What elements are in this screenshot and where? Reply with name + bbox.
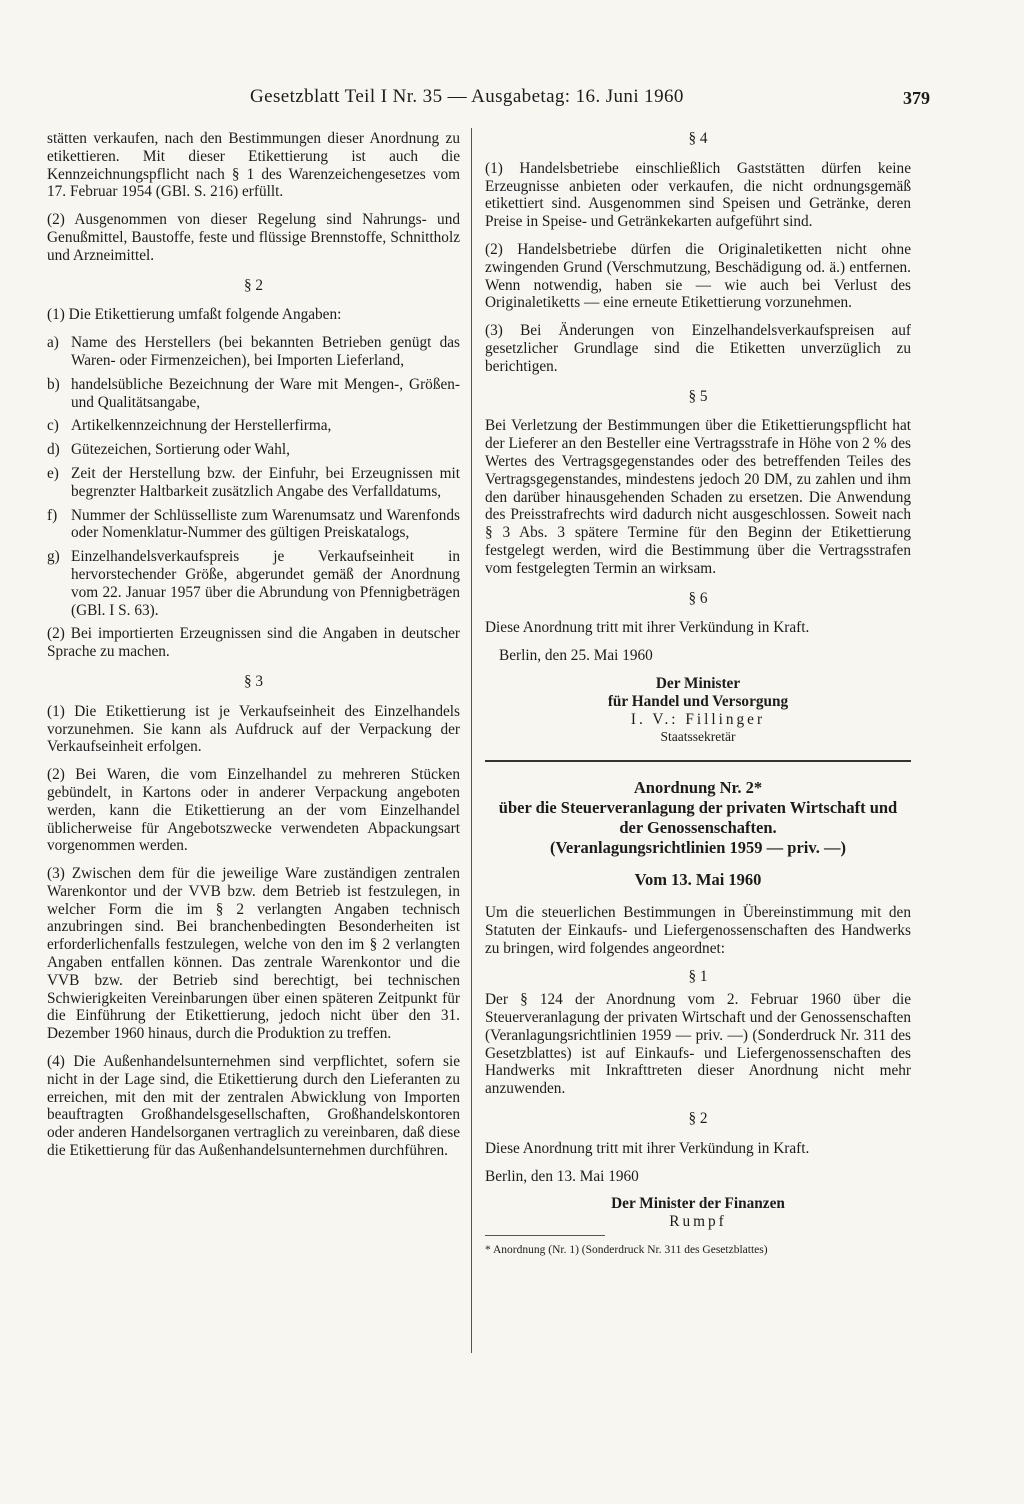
right-column (485, 130, 911, 1260)
paragraph: (1) Die Etikettierung ist je Verkaufseinheit des Einzelhandels vorzunehmen. Sie kann als Aufdruck auf der Verpackung der Verkaufseinheit erfolgen. (47, 702, 460, 756)
list-item (47, 334, 460, 370)
list-label: b) (47, 375, 60, 393)
signature-office: Der Minister (655, 674, 741, 692)
list-item (47, 548, 460, 619)
list-label: a) (47, 334, 59, 352)
paragraph: (2) Bei importierten Erzeugnissen sind die Angaben in deutscher Sprache zu machen. (47, 625, 460, 661)
paragraph: (1) Handelsbetriebe einschließlich Gaststätten dürfen keine Erzeugnisse anbieten oder verkaufen, die nicht ordnungsgemäß etikettiert sind. Ausgenommen sind Speisen und Getränke, deren Preise in Speise- und Getränkekarten aufgeführt sind. (485, 159, 911, 231)
paragraph: Diese Anordnung tritt mit ihrer Verkündung in Kraft. (485, 619, 810, 637)
list-label: e) (47, 464, 59, 482)
list-text: handelsübliche Bezeichnung der Ware mit Mengen-, Größen- und Qualitätsangabe, (71, 375, 460, 411)
section-heading: § 5 (688, 387, 708, 405)
paragraph: Diese Anordnung tritt mit ihrer Verkündung in Kraft. (485, 1139, 810, 1157)
section-heading: § 1 (688, 967, 708, 985)
list-label: f) (47, 506, 58, 524)
list-text: Gütezeichen, Sortierung oder Wahl, (71, 441, 290, 459)
list-text: Name des Herstellers (bei bekannten Betrieben genügt das Waren- oder Firmenzeichen), bei Importen Lieferland, (71, 334, 460, 369)
list-item (47, 441, 460, 459)
list-item (47, 417, 460, 435)
section-heading: § 4 (688, 130, 708, 147)
footnote-rule (485, 1235, 605, 1236)
paragraph: (2) Ausgenommen von dieser Regelung sind Nahrungs- und Genußmittel, Baustoffe, feste und flüssige Brennstoffe, Schnittholz und Arzneimittel. (47, 211, 460, 264)
place-date: Berlin, den 13. Mai 1960 (485, 1167, 639, 1185)
place-date: Berlin, den 25. Mai 1960 (499, 647, 653, 665)
paragraph: (2) Bei Waren, die vom Einzelhandel zu mehreren Stücken gebündelt, in Kartons oder in anderer Verpackung angeboten werden, kann die Etikettierung an der vom Einzelhandel üblicherweise für Angebotszwecke verwendeten Abpackungsart vorgenommen werden. (47, 766, 460, 855)
left-column (47, 130, 460, 1170)
ordinance-date: Vom 13. Mai 1960 (634, 870, 762, 890)
signature-name: I. V.: Fillinger (630, 710, 766, 728)
list-label: c) (47, 417, 59, 435)
paragraph: (3) Zwischen dem für die jeweilige Ware zuständigen zentralen Warenkontor und der VVB bzw. dem Betrieb ist festzulegen, in welcher Form die im § 2 verlangten Angaben technisch anzubringen sind. Bei branchenbedingten Besonderheiten ist erforderlichenfalls festzulegen, welche von den im § 2 verlangten Angaben entfallen können. Das zentrale Warenkontor und die VVB bzw. der Betrieb sind berechtigt, bei technischen Schwierigkeiten Vereinbarungen über einen späteren Zeitpunkt für die Einführung der Etikettierung, jedoch nicht über den 31. Dezember 1960 hinaus, durch die Produktion zu treffen. (47, 865, 460, 1043)
paragraph: (3) Bei Änderungen von Einzelhandelsverkaufspreisen auf gesetzlicher Grundlage sind die Etiketten unverzüglich zu berichtigen. (485, 322, 911, 375)
ordinance-subtitle: (Veranlagungsrichtlinien 1959 — priv. —) (550, 838, 846, 858)
list-item (47, 376, 460, 412)
paragraph: Der § 124 der Anordnung vom 2. Februar 1960 über die Steuerveranlagung der privaten Wirtschaft und der Genossenschaften (Veranlagungsrichtlinien 1959 — priv. —) (Sonderdruck Nr. 311 des Gesetzblattes) ist auf Einkaufs- und Liefergenossenschaften des Handwerks mit Inkrafttreten dieser Anordnung nicht mehr anzuwenden. (485, 991, 911, 1098)
paragraph: (4) Die Außenhandelsunternehmen sind verpflichtet, sofern sie nicht in der Lage sind, die Etikettierung durch den Lieferanten zu erreichen, mit den mit der zentralen Abwicklung von Importen beauftragten Großhandelsgesellschaften, Großhandelskontoren oder anderen Handelsorganen vertraglich zu vereinbaren, daß diese die Etikettierung für das Außenhandelsunternehmen durchführen. (47, 1053, 460, 1160)
paragraph: (2) Handelsbetriebe dürfen die Originaletiketten nicht ohne zwingenden Grund (Verschmutzung, Beschädigung od. ä.) entfernen. Wenn notwendig, haben sie — wie auch bei Verlust des Originaletiketts — eine erneute Etikettierung vorzunehmen. (485, 240, 911, 312)
column-divider (471, 128, 472, 1353)
signature-name: Rumpf (669, 1213, 727, 1231)
gazette-title: Gesetzblatt Teil I Nr. 35 — Ausgabetag: 16. Juni 1960 (250, 86, 684, 107)
list-text: Nummer der Schlüsselliste zum Warenumsatz und Warenfonds oder Nomenklatur-Nummer des gültigen Preiskatalogs, (71, 506, 460, 542)
list (47, 334, 460, 619)
paragraph: Bei Verletzung der Bestimmungen über die Etikettierungspflicht hat der Lieferer an den Besteller eine Vertragsstrafe in Höhe von 2 % des Wertes des Vertragsgegenstandes oder des betreffenden Teiles des Vertragsgegenstandes, mindestens jedoch 20 DM, zu zahlen und ihm den darüber hinausgehenden Schaden zu ersetzen. Die Anwendung des Preisstrafrechts wird dadurch nicht ausgeschlossen. Soweit nach § 3 Abs. 3 spätere Termine für den Beginn der Etikettierung festgelegt werden, wird die Bestimmung über die Vertragsstrafen vom festgelegten Termin an wirksam. (485, 417, 911, 577)
section-rule (485, 760, 911, 762)
section-heading: § 2 (243, 276, 264, 294)
page-number: 379 (903, 88, 930, 108)
list-item (47, 507, 460, 543)
list-text: Artikelkennzeichnung der Herstellerfirma, (71, 417, 332, 435)
list-text: Einzelhandelsverkaufspreis je Verkaufseinheit in hervorstechender Größe, abgerundet gemäß der Anordnung vom 22. Januar 1957 über die Abrundung von Pfennigbeträgen (GBl. I S. 63). (71, 548, 460, 619)
paragraph: (1) Die Etikettierung umfaßt folgende Angaben: (47, 306, 342, 324)
page-header (250, 86, 930, 118)
section-heading: § 3 (243, 672, 264, 690)
signature-office: Der Minister der Finanzen (611, 1195, 785, 1213)
ordinance-title: Anordnung Nr. 2* (633, 778, 763, 798)
paragraph: Um die steuerlichen Bestimmungen in Übereinstimmung mit den Statuten der Einkaufs- und Liefergenossenschaften des Handwerks zu bringen, wird folgendes angeordnet: (485, 904, 911, 957)
signature-office: für Handel und Versorgung (607, 692, 789, 710)
signature-role: Staatssekretär (660, 729, 736, 745)
list-item (47, 465, 460, 501)
section-heading: § 6 (688, 589, 708, 607)
ordinance-subtitle: über die Steuerveranlagung der privaten Wirtschaft und der Genossenschaften. (498, 798, 898, 838)
list-label: d) (47, 441, 60, 459)
paragraph: stätten verkaufen, nach den Bestimmungen dieser Anordnung zu etikettieren. Mit dieser Etikettierung ist auch die Kennzeichnungspflicht nach § 1 des Warenzeichengesetzes vom 17. Februar 1954 (GBl. S. 216) erfüllt. (47, 130, 460, 201)
list-label: g) (47, 548, 60, 566)
footnote: * Anordnung (Nr. 1) (Sonderdruck Nr. 311 des Gesetzblattes) (485, 1244, 768, 1257)
list-text: Zeit der Herstellung bzw. der Einfuhr, bei Erzeugnissen mit begrenzter Haltbarkeit zusätzlich Angabe des Verfalldatums, (71, 464, 460, 500)
section-heading: § 2 (688, 1110, 708, 1128)
